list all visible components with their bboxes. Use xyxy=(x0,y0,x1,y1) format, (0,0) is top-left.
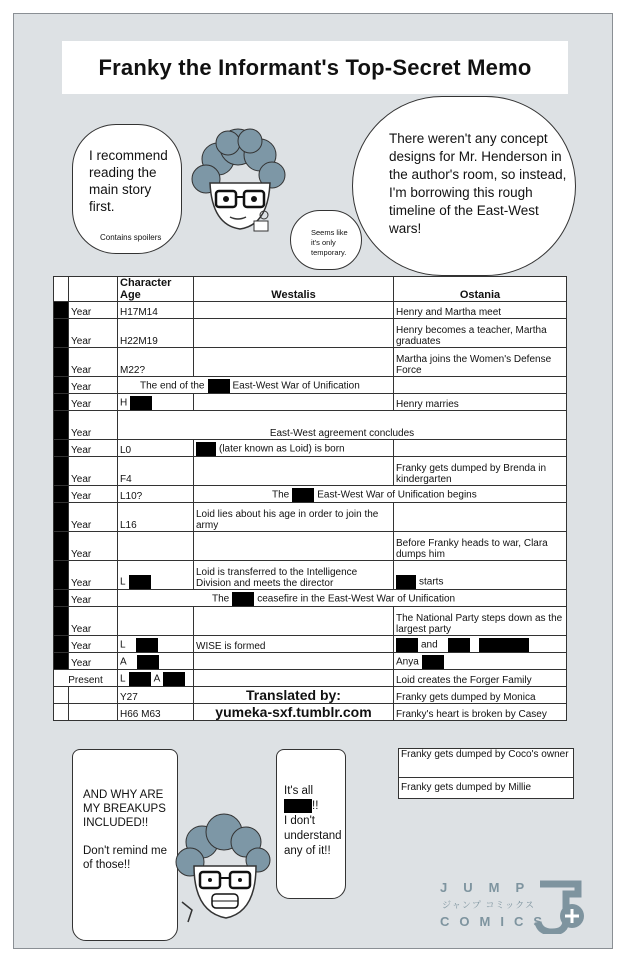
redaction-block xyxy=(292,488,314,502)
speech-bubble-dont-understand: It's all !! I don't understand any of it!! xyxy=(276,749,346,899)
redaction-block xyxy=(284,799,312,813)
table-row: Year East-West agreement concludes xyxy=(54,411,567,440)
table-row: Year L Loid is transferred to the Intelligence Division and meets the director starts xyxy=(54,561,567,590)
speech-bubble-recommend xyxy=(72,124,182,254)
bubble-text-spoilers: Contains spoilers xyxy=(100,233,162,242)
speech-bubble-breakups xyxy=(72,749,178,941)
table-row: Year L WISE is formed and xyxy=(54,636,567,653)
header-ostania: Ostania xyxy=(394,277,567,302)
bubble-text-breakups: AND WHY ARE MY BREAKUPS INCLUDED!! Don't remind me of those!! xyxy=(83,789,168,871)
redaction-block xyxy=(136,638,158,652)
redaction-block xyxy=(129,672,151,686)
table-row: Year H22M19 Henry becomes a teacher, Martha graduates xyxy=(54,319,567,348)
table-row: H66 M63 yumeka-sxf.tumblr.com Franky's heart is broken by Casey xyxy=(54,704,567,721)
bubble-text-timeline: There weren't any concept designs for Mr. Henderson in the author's room, so instead, I'm borrowing this rough timeline of the East-West wars! xyxy=(389,131,567,236)
jump-comics-logo: JUMP ジャンプ コミックス COMICS xyxy=(440,880,590,936)
jump-plus-badge-icon xyxy=(534,880,586,934)
table-row: Y27 Translated by: Franky gets dumped by Monica xyxy=(54,687,567,704)
redaction-block xyxy=(448,638,470,652)
table-row: Year F4 Franky gets dumped by Brenda in kindergarten xyxy=(54,457,567,486)
speech-bubble-timeline xyxy=(352,96,576,276)
redaction-block xyxy=(208,379,230,393)
extra-row-coco: Franky gets dumped by Coco's owner xyxy=(398,748,574,778)
redaction-block xyxy=(129,575,151,589)
table-row: Year A Anya xyxy=(54,653,567,670)
extra-row-millie: Franky gets dumped by Millie xyxy=(398,777,574,799)
timeline-table xyxy=(53,276,567,721)
table-row: Year L10? The East-West War of Unification begins xyxy=(54,486,567,503)
speech-bubble-temporary xyxy=(290,210,362,270)
redaction-block xyxy=(196,442,216,456)
table-row: Year H17M14 Henry and Martha meet xyxy=(54,302,567,319)
table-row: Year The ceasefire in the East-West War of Unification xyxy=(54,590,567,607)
redaction-block xyxy=(396,575,416,589)
credit-url: yumeka-sxf.tumblr.com xyxy=(194,704,394,721)
redaction-block xyxy=(130,396,152,410)
table-row: Year Before Franky heads to war, Clara dumps him xyxy=(54,532,567,561)
credit-translated-by: Translated by: xyxy=(194,687,394,704)
redaction-block xyxy=(137,655,159,669)
table-row: Year M22? Martha joins the Women's Defense Force xyxy=(54,348,567,377)
header-character-age: Character Age xyxy=(118,277,194,302)
bubble-text-temporary: Seems like it's only temporary. xyxy=(311,228,348,257)
redaction-block xyxy=(232,592,254,606)
header-westalis: Westalis xyxy=(194,277,394,302)
redaction-block xyxy=(163,672,185,686)
bubble-text-recommend: I recommend reading the main story first. xyxy=(89,148,168,214)
franky-shocked-face-icon xyxy=(168,812,278,932)
redaction-block xyxy=(396,638,418,652)
table-row: Year The National Party steps down as the largest party xyxy=(54,607,567,636)
table-row: Year H Henry marries xyxy=(54,394,567,411)
redaction-block xyxy=(479,638,529,652)
page-title: Franky the Informant's Top-Secret Memo xyxy=(98,54,532,80)
table-row: Year L0 (later known as Loid) is born xyxy=(54,440,567,457)
table-row: Present L A Loid creates the Forger Family xyxy=(54,670,567,687)
table-row: Year The end of the East-West War of Unification xyxy=(54,377,567,394)
redaction-block xyxy=(422,655,444,669)
table-header-row xyxy=(54,277,567,302)
title-box xyxy=(62,41,568,94)
table-row: Year L16 Loid lies about his age in order to join the army xyxy=(54,503,567,532)
franky-face-icon xyxy=(188,125,288,245)
